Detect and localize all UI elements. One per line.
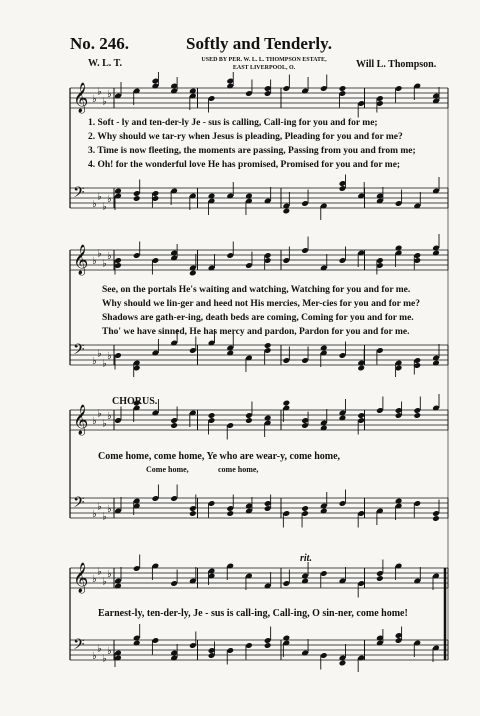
note-head	[245, 417, 253, 424]
flat-sign-icon: ♭	[102, 358, 107, 370]
chorus-lyric-line-1: Come home, come home, Ye who are wear-y, come home,	[98, 451, 341, 462]
flat-sign-icon: ♭	[97, 248, 102, 260]
note-head	[283, 400, 291, 407]
flat-sign-icon: ♭	[97, 408, 102, 420]
verse-3-line-2: Shadows are gath-er-ing, death beds are coming, Coming for you and for me.	[102, 313, 414, 323]
chorus-echo-1: Come home,	[146, 465, 189, 474]
note-head	[189, 510, 197, 517]
flat-sign-icon: ♭	[97, 191, 102, 203]
bass-clef-icon: 𝄢	[73, 494, 85, 515]
flat-sign-icon: ♭	[92, 509, 97, 520]
hymn-number: No. 246.	[70, 34, 130, 53]
flat-sign-icon: ♭	[97, 501, 102, 513]
note-head	[208, 412, 216, 419]
note-head	[339, 660, 347, 667]
flat-sign-icon: ♭	[102, 258, 107, 270]
note-head	[226, 510, 234, 517]
verse-2-line-2: Why should we lin-ger and heed not His mercies, Mer-cies for you and for me?	[102, 299, 420, 309]
verse-4-line-2: Tho' we have sinned, He has mercy and pardon, Pardon for you and for me.	[102, 327, 410, 337]
chorus-echo-2: come home,	[218, 465, 259, 474]
note-head	[264, 642, 272, 649]
credit-line-2: EAST LIVERPOOL, O.	[232, 65, 296, 71]
flat-sign-icon: ♭	[97, 566, 102, 578]
bass-clef-icon: 𝄢	[73, 636, 85, 657]
verse-2-line-1: 2. Why should we tar-ry when Jesus is pleading, Pleading for you and for me?	[88, 132, 403, 142]
flat-sign-icon: ♭	[92, 94, 97, 105]
chorus-lyric-line-2: Earnest-ly, ten-der-ly, Je - sus is call-ing, Call-ing, O sin-ner, come home!	[98, 608, 408, 619]
treble-clef-icon: 𝄞	[73, 245, 89, 275]
flat-sign-icon: ♭	[107, 251, 112, 262]
author-initials: W. L. T.	[88, 58, 122, 69]
note-head	[133, 195, 141, 202]
flat-sign-icon: ♭	[92, 651, 97, 662]
note-head	[357, 412, 365, 419]
verse-1-line-1: 1. Soft - ly and ten-der-ly Je - sus is calling, Call-ing for you and for me;	[88, 118, 378, 128]
flat-sign-icon: ♭	[92, 574, 97, 585]
note-head	[170, 422, 178, 429]
flat-sign-icon: ♭	[102, 201, 107, 213]
note-head	[376, 575, 384, 582]
note-head	[283, 208, 291, 215]
flat-sign-icon: ♭	[107, 411, 112, 422]
flat-sign-icon: ♭	[92, 356, 97, 367]
flat-sign-icon: ♭	[107, 504, 112, 515]
flat-sign-icon: ♭	[92, 256, 97, 267]
verse-1-line-2: See, on the portals He's waiting and watching, Watching for you and for me.	[102, 285, 411, 295]
flat-sign-icon: ♭	[102, 418, 107, 430]
bass-clef-icon: 𝄢	[73, 184, 85, 205]
flat-sign-icon: ♭	[102, 576, 107, 588]
note-head	[413, 412, 421, 419]
flat-sign-icon: ♭	[107, 646, 112, 657]
flat-sign-icon: ♭	[107, 351, 112, 362]
note-head	[301, 505, 309, 512]
ritardando-mark: rit.	[300, 553, 312, 564]
flat-sign-icon: ♭	[97, 643, 102, 655]
flat-sign-icon: ♭	[92, 199, 97, 210]
flat-sign-icon: ♭	[97, 86, 102, 98]
flat-sign-icon: ♭	[92, 416, 97, 427]
bass-clef-icon: 𝄢	[73, 341, 85, 362]
note-head	[189, 270, 197, 277]
flat-sign-icon: ♭	[107, 194, 112, 205]
composer-name: Will L. Thompson.	[356, 59, 437, 70]
flat-sign-icon: ♭	[107, 569, 112, 580]
chorus-label: CHORUS.	[112, 396, 158, 407]
hymn-title: Softly and Tenderly.	[186, 34, 332, 53]
credit-line-1: USED BY PER. W. L. L. THOMPSON ESTATE,	[201, 57, 327, 63]
treble-clef-icon: 𝄞	[73, 563, 89, 593]
flat-sign-icon: ♭	[102, 653, 107, 665]
flat-sign-icon: ♭	[107, 89, 112, 100]
flat-sign-icon: ♭	[102, 96, 107, 108]
treble-clef-icon: 𝄞	[73, 83, 89, 113]
verse-4-line-1: 4. Oh! for the wonderful love He has promised, Promised for you and for me;	[88, 160, 401, 170]
note-head	[264, 342, 272, 349]
treble-clef-icon: 𝄞	[73, 405, 89, 435]
flat-sign-icon: ♭	[102, 511, 107, 523]
flat-sign-icon: ♭	[97, 348, 102, 360]
note-head	[432, 515, 440, 522]
note-head	[357, 365, 365, 372]
note-head	[339, 85, 347, 92]
verse-3-line-1: 3. Time is now fleeting, the moments are passing, Passing from you and from me;	[88, 146, 416, 156]
